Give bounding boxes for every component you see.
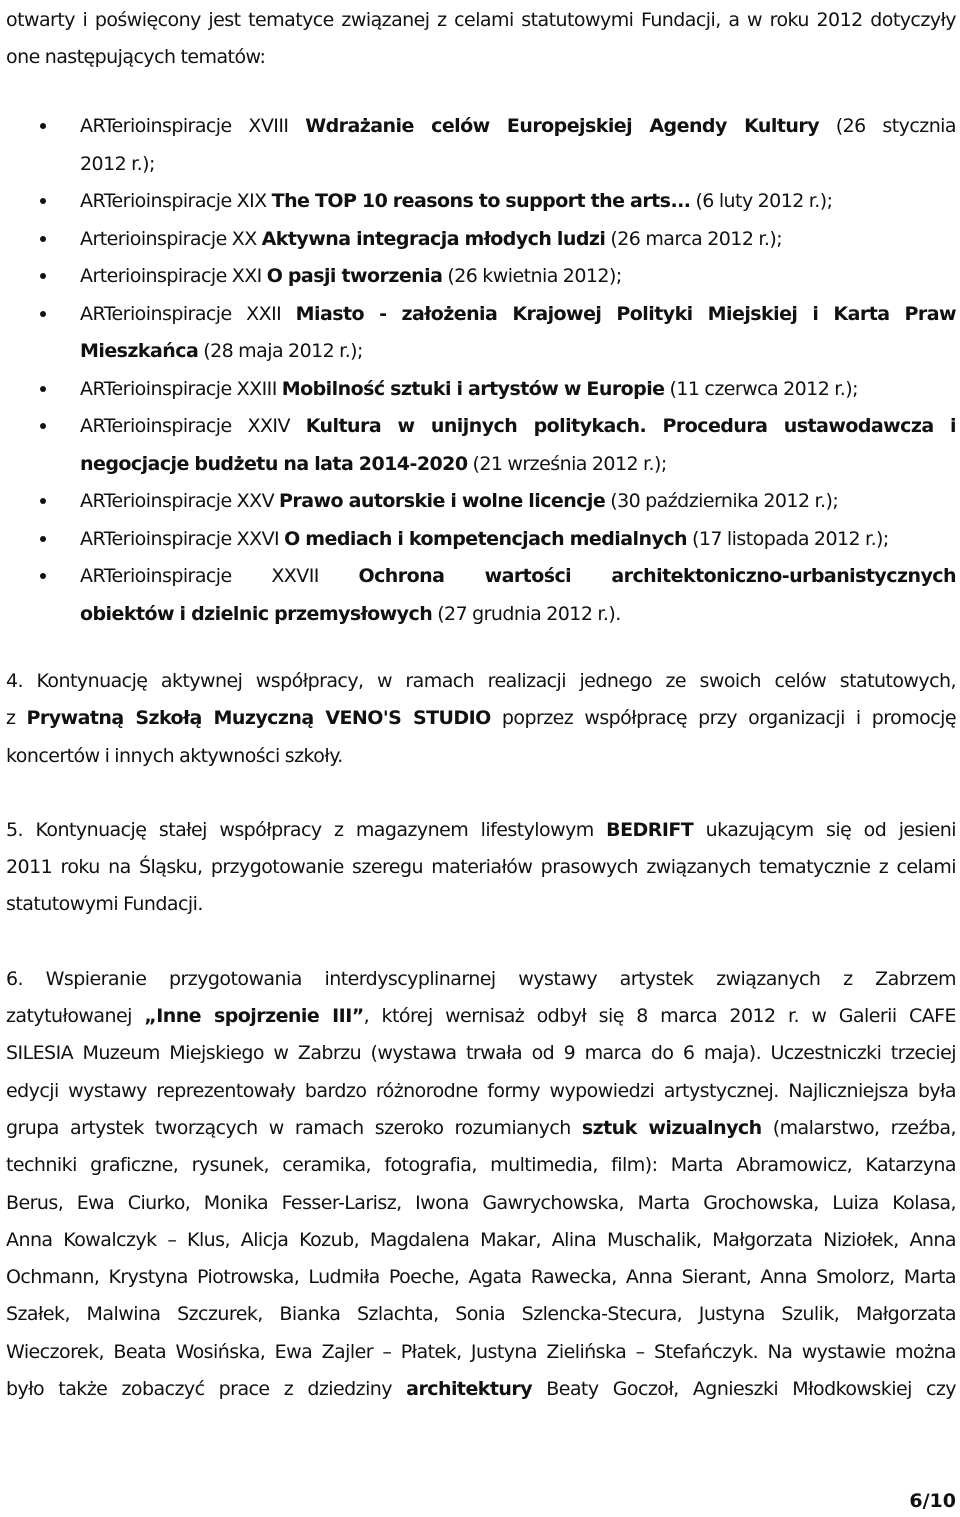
bold-text-run: Prawo autorskie i wolne licencje: [279, 490, 606, 512]
text-line: [80, 521, 956, 559]
text-line: [80, 221, 956, 259]
text-run: ARTerioinspiracje XXVI: [80, 527, 285, 550]
bold-text-run: Aktywna integracja młodych ludzi: [261, 227, 606, 250]
text-run: koncertów i innych aktywności szkoły.: [6, 744, 343, 767]
paragraph: [6, 812, 956, 924]
bullet-icon: [40, 386, 46, 392]
text-line: [6, 700, 956, 737]
text-line: [6, 1334, 956, 1371]
text-line: [6, 1110, 956, 1147]
bullet-icon: [40, 311, 46, 317]
bold-text-run: O pasji tworzenia: [266, 265, 443, 287]
list-item: [80, 558, 956, 633]
text-run: było także zobaczyć prace z dziedziny: [6, 1378, 407, 1401]
text-run: (26 kwietnia 2012);: [442, 265, 622, 287]
text-line: [80, 446, 956, 484]
bullet-icon: [40, 123, 46, 129]
text-run: 5. Kontynuację stałej współpracy z magazynem lifestylowym: [6, 818, 607, 841]
bullet-icon: [40, 423, 46, 429]
text-line: [80, 371, 956, 409]
list-item: [80, 371, 956, 409]
bold-text-run: negocjacje budżetu na lata 2014-2020: [80, 452, 468, 475]
text-line: [80, 333, 956, 371]
text-run: Szałek, Malwina Szczurek, Bianka Szlachta, Sonia Szlencka-Stecura, Justyna Szulik, Małgorzata: [6, 1303, 956, 1326]
bullet-icon: [40, 498, 46, 504]
text-run: (26 stycznia: [819, 115, 957, 137]
text-run: SILESIA Muzeum Miejskiego w Zabrzu (wystawa trwała od 9 marca do 6 maja). Uczestniczki trzeciej: [6, 1042, 956, 1065]
text-run: (21 września 2012 r.);: [467, 452, 667, 475]
text-run: Ochmann, Krystyna Piotrowska, Ludmiła Poeche, Agata Rawecka, Anna Sierant, Anna Smolorz, Marta: [6, 1266, 956, 1289]
text-line: [80, 558, 956, 596]
text-run: techniki graficzne, rysunek, ceramika, fotografia, multimedia, film): Marta Abramowicz, Katarzyna: [6, 1154, 956, 1177]
text-line: [6, 886, 956, 923]
paragraph: [6, 663, 956, 775]
list-item: [80, 108, 956, 183]
text-run: Wieczorek, Beata Wosińska, Ewa Zajler – Płatek, Justyna Zielińska – Stefańczyk. Na wystawie można: [6, 1340, 956, 1363]
text-line: [80, 258, 956, 296]
text-line: one następujących tematów:: [6, 46, 266, 68]
text-run: , której wernisaż odbył się 8 marca 2012 r. w Galerii CAFE: [363, 1005, 956, 1028]
text-line: [6, 1222, 956, 1259]
text-line: [6, 663, 956, 700]
bold-text-run: Kultura w unijnych politykach. Procedura ustawodawcza i: [305, 415, 956, 437]
text-run: ARTerioinspiracje XXIII: [80, 377, 282, 400]
text-run: 2011 roku na Śląsku, przygotowanie szeregu materiałów prasowych związanych tematycznie z celami: [6, 856, 956, 879]
document-page: [6, 0, 956, 1408]
intro-paragraph: [6, 2, 956, 76]
text-line: [6, 1035, 956, 1072]
text-line: otwarty i poświęcony jest tematyce związanej z celami statutowymi Fundacji, a w roku 2012 dotyczyły: [6, 9, 956, 31]
text-line: [6, 1073, 956, 1110]
bold-text-run: sztuk wizualnych: [581, 1116, 762, 1139]
text-line: [6, 849, 956, 886]
text-run: Beaty Goczoł, Agnieszki Młodkowskiej czy: [532, 1378, 957, 1401]
text-run: Arterioinspiracje XXI: [80, 265, 267, 287]
text-line: [6, 961, 956, 998]
text-run: (28 maja 2012 r.);: [198, 340, 363, 362]
text-line: [80, 483, 956, 521]
text-run: z: [6, 707, 27, 730]
paragraph: [6, 961, 956, 1409]
bold-text-run: Ochrona wartości architektoniczno-urbanistycznych: [358, 565, 956, 587]
text-line: [6, 998, 956, 1035]
text-run: ARTerioinspiracje XXVII: [80, 565, 359, 587]
text-run: ukazującym się od jesieni: [693, 818, 956, 841]
text-run: (27 grudnia 2012 r.).: [432, 602, 621, 625]
bold-text-run: architektury: [406, 1378, 533, 1401]
bold-text-run: The TOP 10 reasons to support the arts...: [271, 190, 691, 212]
bold-text-run: Miasto - założenia Krajowej Polityki Miejskiej i Karta Praw: [295, 302, 957, 325]
list-item: [80, 408, 956, 483]
text-run: statutowymi Fundacji.: [6, 893, 203, 916]
text-run: grupa artystek tworzących w ramach szeroko rozumianych: [6, 1116, 582, 1139]
text-line: [80, 296, 956, 334]
text-run: ARTerioinspiracje XXIV: [80, 415, 306, 437]
list-item: [80, 521, 956, 559]
list-item: [80, 296, 956, 371]
text-run: (malarstwo, rzeźba,: [761, 1116, 956, 1139]
text-run: 4. Kontynuację aktywnej współpracy, w ramach realizacji jednego ze swoich celów statutowych,: [6, 670, 956, 692]
text-run: Berus, Ewa Ciurko, Monika Fesser-Larisz, Iwona Gawrychowska, Marta Grochowska, Luiza Kolasa,: [6, 1191, 956, 1214]
text-run: Arterioinspiracje XX: [80, 227, 262, 250]
bold-text-run: obiektów i dzielnic przemysłowych: [80, 602, 433, 625]
text-run: (30 października 2012 r.);: [605, 490, 839, 512]
text-line: [80, 408, 956, 446]
bold-text-run: Prywatną Szkołą Muzyczną VENO'S STUDIO: [26, 707, 491, 730]
body-paragraphs: [6, 663, 956, 1408]
bullet-icon: [40, 236, 46, 242]
text-run: (6 luty 2012 r.);: [690, 190, 833, 212]
text-line: [80, 146, 956, 184]
bold-text-run: Wdrażanie celów Europejskiej Agendy Kultury: [305, 115, 820, 137]
list-item: [80, 221, 956, 259]
text-run: 6. Wspieranie przygotowania interdyscyplinarnej wystawy artystek związanych z Zabrzem: [6, 967, 956, 990]
text-run: (11 czerwca 2012 r.);: [664, 377, 858, 400]
text-line: [80, 183, 956, 221]
bold-text-run: O mediach i kompetencjach medialnych: [284, 527, 688, 550]
list-item: [80, 183, 956, 221]
bold-text-run: Mieszkańca: [80, 340, 199, 362]
bold-text-run: „Inne spojrzenie III”: [144, 1005, 364, 1028]
page-number: 6/10: [909, 1490, 956, 1512]
text-run: poprzez współpracę przy organizacji i promocję: [490, 707, 957, 730]
topics-list: [6, 108, 956, 633]
text-line: [6, 738, 956, 775]
text-line: [6, 1147, 956, 1184]
bold-text-run: BEDRIFT: [606, 818, 694, 841]
list-item: [80, 258, 956, 296]
text-run: ARTerioinspiracje XXII: [80, 302, 296, 325]
list-item: [80, 483, 956, 521]
text-line: [6, 1185, 956, 1222]
text-run: zatytułowanej: [6, 1005, 145, 1028]
bullet-icon: [40, 536, 46, 542]
text-run: (17 listopada 2012 r.);: [687, 527, 889, 550]
text-run: (26 marca 2012 r.);: [605, 227, 783, 250]
bullet-icon: [40, 573, 46, 579]
text-line: [6, 1296, 956, 1333]
text-line: [80, 596, 956, 634]
text-run: Anna Kowalczyk – Klus, Alicja Kozub, Magdalena Makar, Alina Muschalik, Małgorzata Niziołek, Anna: [6, 1228, 956, 1251]
text-line: [80, 108, 956, 146]
text-run: 2012 r.);: [80, 152, 155, 175]
text-run: ARTerioinspiracje XXV: [80, 490, 280, 512]
bullet-icon: [40, 198, 46, 204]
bold-text-run: Mobilność sztuki i artystów w Europie: [281, 377, 665, 400]
text-run: edycji wystawy reprezentowały bardzo różnorodne formy wypowiedzi artystycznej. Najliczniejsza była: [6, 1079, 956, 1102]
text-line: [6, 812, 956, 849]
text-line: [6, 1259, 956, 1296]
text-run: ARTerioinspiracje XIX: [80, 190, 272, 212]
text-run: ARTerioinspiracje XVIII: [80, 115, 306, 137]
text-line: [6, 1371, 956, 1408]
bullet-icon: [40, 273, 46, 279]
